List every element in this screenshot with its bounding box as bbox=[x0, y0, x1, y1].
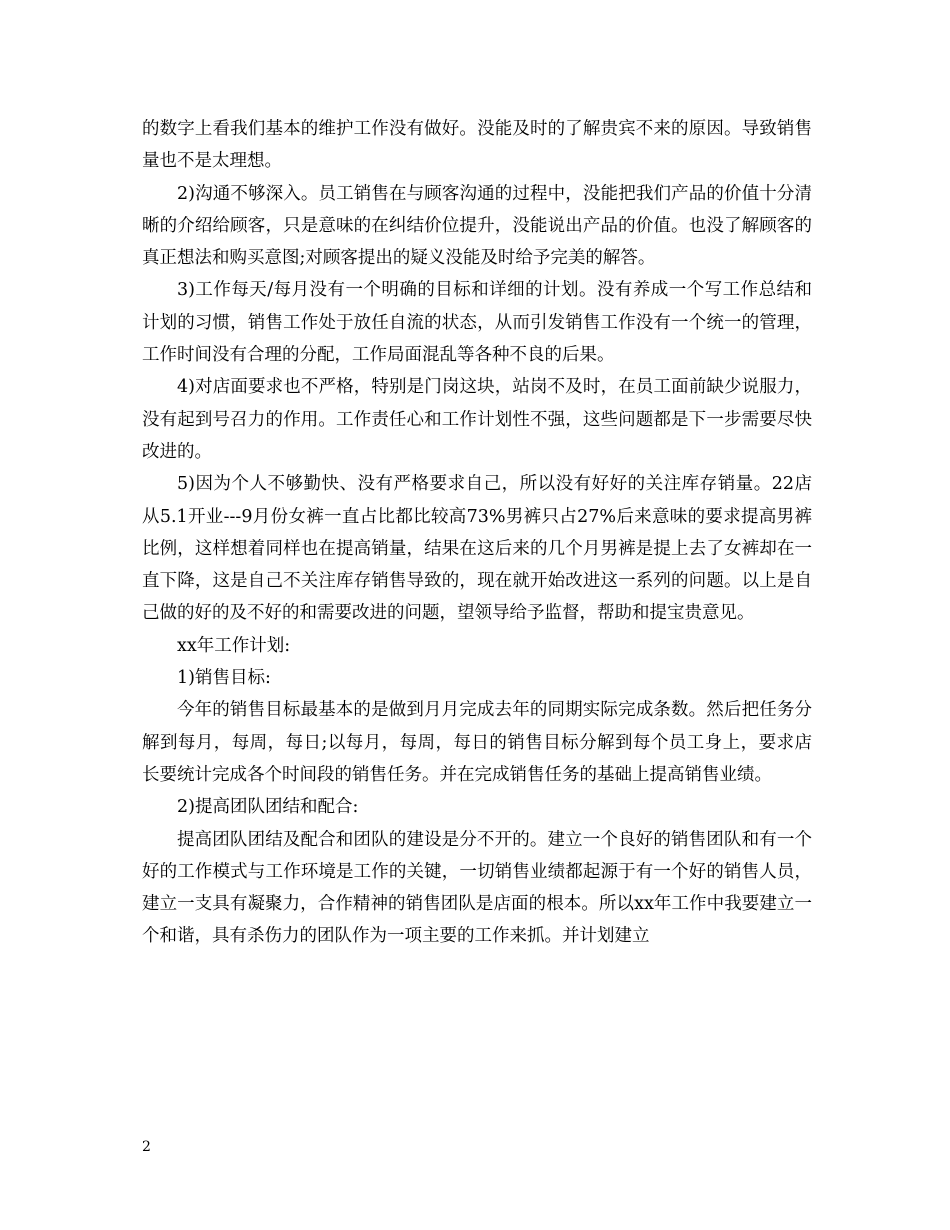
subheading-sales-target: 1)销售目标: bbox=[177, 668, 271, 689]
page-number: 2 bbox=[142, 1139, 151, 1155]
subheading-team: 2)提高团队团结和配合: bbox=[177, 797, 359, 818]
paragraph-1: 的数字上看我们基本的维护工作没有做好。没能及时的了解贵宾不来的原因。导致销售量也不是太理想。 bbox=[142, 119, 812, 172]
paragraph-2: 2)沟通不够深入。员工销售在与顾客沟通的过程中，没能把我们产品的价值十分清晰的介绍给顾客，只是意味的在纠结价位提升，没能说出产品的价值。也没了解顾客的真正想法和购买意图;对顾客提出的疑义没能及时给予完美的解答。 bbox=[142, 183, 812, 269]
paragraph-4: 4)对店面要求也不严格，特别是门岗这块，站岗不及时，在员工面前缺少说服力，没有起到号召力的作用。工作责任心和工作计划性不强，这些问题都是下一步需要尽快改进的。 bbox=[142, 377, 812, 462]
paragraph-team: 提高团队团结及配合和团队的建设是分不开的。建立一个良好的销售团队和有一个好的工作模式与工作环境是工作的关键，一切销售业绩都起源于有一个好的销售人员，建立一支具有凝聚力，合作精神的销售团队是店面的根本。所以xx年工作中我要建立一个和谐，具有杀伤力的团队作为一项主要的工作来抓。并计划建立 bbox=[142, 829, 812, 947]
paragraph-3: 3)工作每天/每月没有一个明确的目标和详细的计划。没有养成一个写工作总结和计划的习惯，销售工作处于放任自流的状态，从而引发销售工作没有一个统一的管理，工作时间没有合理的分配，工作局面混乱等各种不良的后果。 bbox=[142, 280, 812, 366]
paragraph-sales-target: 今年的销售目标最基本的是做到月月完成去年的同期实际完成条数。然后把任务分解到每月，每周，每日;以每月，每周，每日的销售目标分解到每个员工身上，要求店长要统计完成各个时间段的销售任务。并在完成销售任务的基础上提高销售业绩。 bbox=[142, 700, 812, 785]
paragraph-5: 5)因为个人不够勤快、没有严格要求自己，所以没有好好的关注库存销量。22店从5.1开业---9月份女裤一直占比都比较高73%男裤只占27%后来意味的要求提高男裤比例，这样想着同样也在提高销量，结果在这后来的几个月男裤是提上去了女裤却在一直下降，这是自己不关注库存销售导致的，现在就开始改进这一系列的问题。以上是自己做的好的及不好的和需要改进的问题，望领导给予监督，帮助和提宝贵意见。 bbox=[142, 474, 812, 624]
document-body bbox=[142, 113, 812, 953]
section-heading-plan: xx年工作计划: bbox=[177, 635, 291, 656]
